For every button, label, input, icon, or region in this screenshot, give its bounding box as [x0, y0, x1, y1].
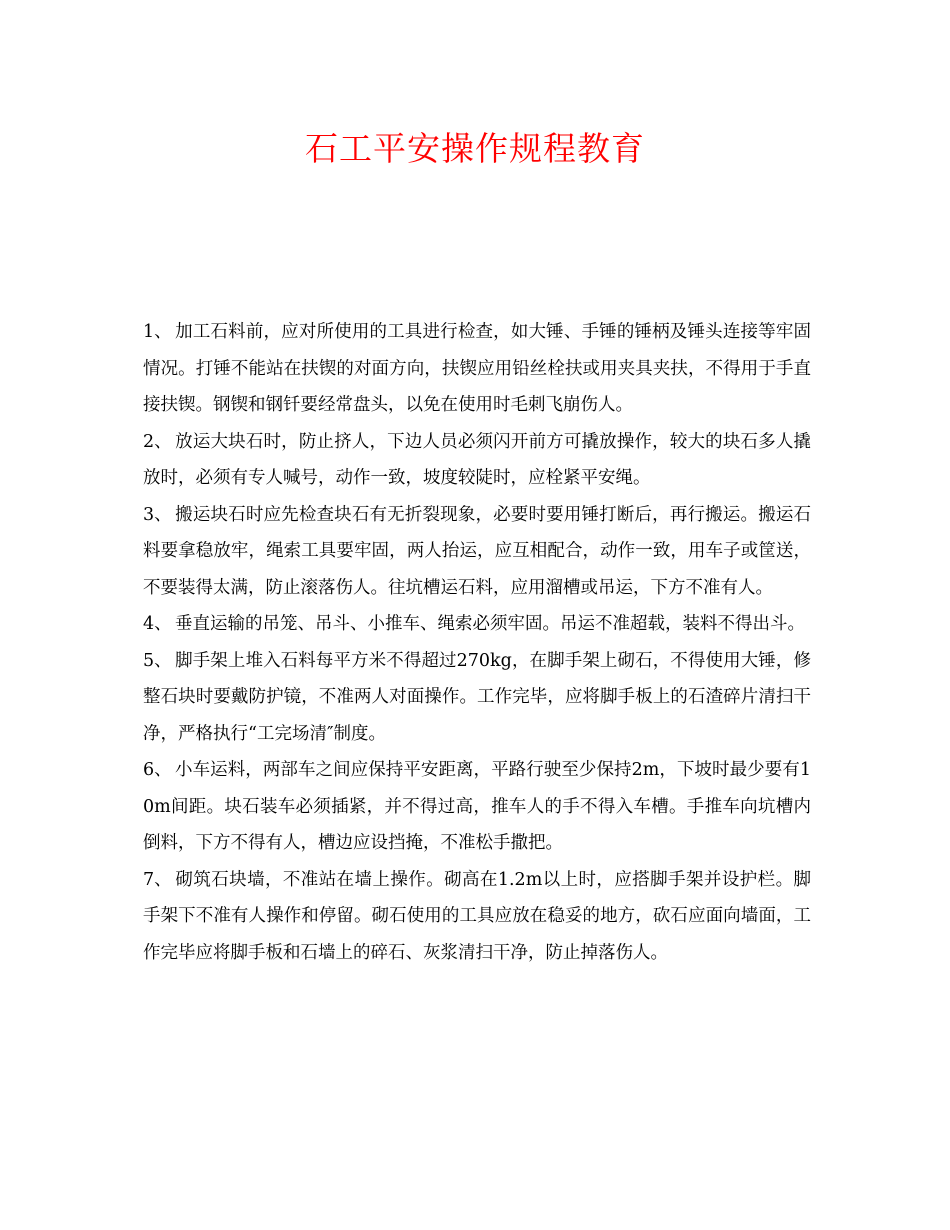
- document-title: 石工平安操作规程教育: [305, 129, 645, 168]
- paragraph-2: [143, 424, 811, 497]
- paragraph-number: 7、: [143, 869, 172, 890]
- paragraph-3: [143, 497, 811, 607]
- paragraph-text: 垂直运输的吊笼、吊斗、小推车、绳索必须牢固。吊运不准超载，装料不得出斗。: [175, 614, 805, 634]
- paragraph-text: 脚手架上堆入石料每平方米不得超过270kg，在脚手架上砌石，不得使用大锤，修整石块时要戴防护镜，不准两人对面操作。工作完毕，应将脚手板上的石渣碎片清扫干净，严格执行“工完场清″制度。: [143, 650, 811, 744]
- paragraph-text: 放运大块石时，防止挤人，下边人员必须闪开前方可撬放操作，较大的块石多人撬放时，必须有专人喊号，动作一致，坡度较陡时，应栓紧平安绳。: [143, 431, 811, 488]
- paragraph-number: 6、: [143, 760, 172, 780]
- paragraph-4: [143, 606, 811, 643]
- paragraph-7: [143, 862, 811, 972]
- paragraph-text: 加工石料前，应对所使用的工具进行检查，如大锤、手锤的锤柄及锤头连接等牢固情况。打锤不能站在扶锲的对面方向，扶锲应用铅丝栓扶或用夹具夹扶，不得用于手直接扶锲。钢锲和钢钎要经常盘头，以免在使用时毛刺飞崩伤人。: [143, 322, 811, 415]
- paragraph-number: 4、: [143, 614, 172, 634]
- paragraph-text: 砌筑石块墙，不准站在墙上操作。砌高在1.2m以上时，应搭脚手架并设护栏。脚手架下不准有人操作和停留。砌石使用的工具应放在稳妥的地方，砍石应面向墙面，工作完毕应将脚手板和石墙上的碎石、灰浆清扫干净，防止掉落伤人。: [143, 869, 811, 963]
- paragraph-1: [143, 314, 811, 424]
- paragraph-5: [143, 643, 811, 753]
- paragraph-text: 搬运块石时应先检查块石有无折裂现象，必要时要用锤打断后，再行搬运。搬运石料要拿稳放牢，绳索工具要牢固，两人抬运，应互相配合，动作一致，用车子或筐送，不要装得太满，防止滚落伤人。往坑槽运石料，应用溜槽或吊运，下方不准有人。: [143, 504, 811, 598]
- paragraph-6: [143, 752, 811, 862]
- paragraph-number: 2、: [143, 431, 172, 452]
- paragraph-text: 小车运料，两部车之间应保持平安距离，平路行驶至少保持2m，下坡时最少要有10m间距。块石装车必须插紧，并不得过高，推车人的手不得入车槽。手推车向坑槽内倒料，下方不得有人，槽边应设挡掩，不准松手撒把。: [143, 760, 811, 853]
- paragraph-number: 5、: [143, 650, 172, 671]
- document-body: [143, 314, 811, 971]
- paragraph-number: 1、: [143, 322, 172, 342]
- paragraph-number: 3、: [143, 504, 172, 525]
